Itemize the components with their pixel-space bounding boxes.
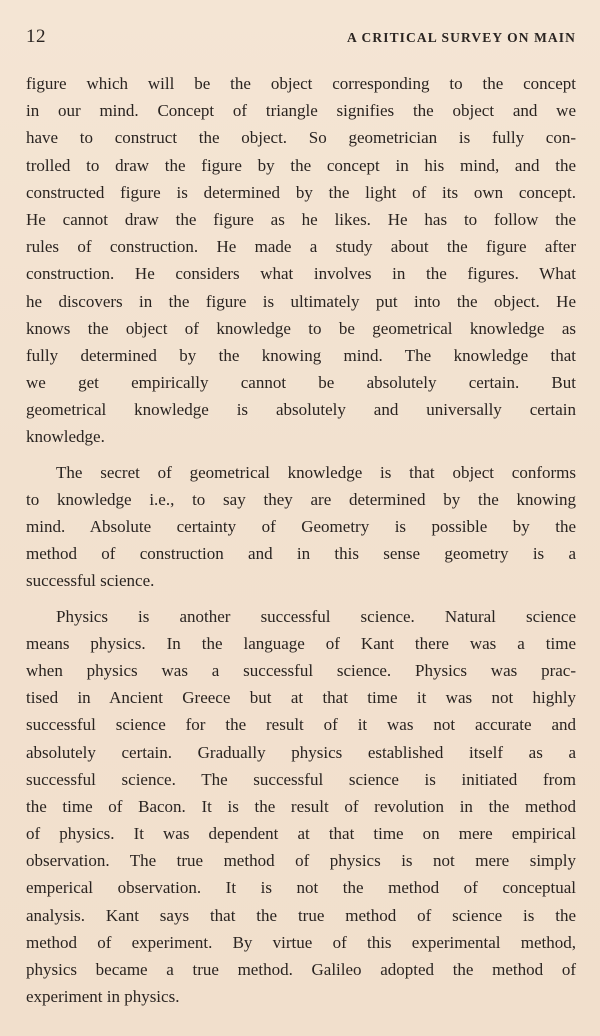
- text-line: figure which will be the object corresponding to the concept: [26, 74, 576, 93]
- text-line: means physics. In the language of Kant there was a time: [26, 633, 576, 653]
- text-line: experiment in physics.: [26, 987, 180, 1007]
- text-line: The secret of geometrical knowledge is that object conforms: [56, 462, 576, 482]
- text-line: geometrical knowledge is absolutely and universally certain: [26, 400, 576, 420]
- page-number: 12: [26, 26, 46, 47]
- text-line: observation. The true method of physics is not mere simply: [26, 851, 576, 871]
- text-line: knows the object of knowledge to be geometrical knowledge as: [26, 318, 576, 338]
- text-line: successful science for the result of it was not accurate and: [26, 715, 576, 735]
- text-line: in our mind. Concept of triangle signifies the object and we: [26, 101, 576, 121]
- text-line: method of construction and in this sense geometry is a: [26, 544, 576, 564]
- text-line: He cannot draw the figure as he likes. He has to follow the: [26, 209, 576, 229]
- text-line: Physics is another successful science. Natural science: [56, 606, 576, 626]
- text-line: analysis. Kant says that the true method of science is the: [26, 905, 576, 925]
- paragraph-geometry-construction: [26, 70, 576, 451]
- text-line: successful science. The successful science is initiated from: [26, 769, 576, 789]
- text-line: when physics was a successful science. Physics was prac-: [26, 660, 576, 680]
- text-line: absolutely certain. Gradually physics established itself as a: [26, 742, 576, 762]
- running-head: [26, 26, 576, 56]
- text-line: he discovers in the figure is ultimately put into the object. He: [26, 291, 576, 311]
- text-line: of physics. It was dependent at that time on mere empirical: [26, 824, 576, 844]
- running-title: A CRITICAL SURVEY ON MAIN: [346, 30, 576, 45]
- text-line: successful science.: [26, 571, 155, 591]
- text-line: trolled to draw the figure by the concept in his mind, and the: [26, 155, 576, 175]
- text-line: have to construct the object. So geometrician is fully con-: [26, 128, 576, 148]
- text-line: method of experiment. By virtue of this experimental method,: [26, 932, 576, 952]
- paragraph-geometry-secret: [26, 459, 576, 595]
- text-line: rules of construction. He made a study about the figure after: [26, 237, 576, 257]
- paragraph-physics: [26, 603, 576, 1011]
- text-line: knowledge.: [26, 427, 105, 447]
- text-line: emperical observation. It is not the method of conceptual: [26, 878, 576, 898]
- text-line: we get empirically cannot be absolutely certain. But: [26, 373, 576, 393]
- text-line: mind. Absolute certainty of Geometry is possible by the: [26, 517, 576, 536]
- text-line: physics became a true method. Galileo adopted the method of: [26, 960, 576, 979]
- paragraph-gap: [26, 595, 576, 603]
- text-line: fully determined by the knowing mind. The knowledge that: [26, 345, 576, 365]
- text-line: constructed figure is determined by the light of its own concept.: [26, 182, 576, 202]
- paragraph-gap: [26, 451, 576, 459]
- text-line: tised in Ancient Greece but at that time it was not highly: [26, 688, 576, 708]
- text-line: construction. He considers what involves in the figures. What: [26, 264, 576, 284]
- text-line: to knowledge i.e., to say they are determined by the knowing: [26, 489, 576, 509]
- text-line: the time of Bacon. It is the result of revolution in the method: [26, 796, 576, 816]
